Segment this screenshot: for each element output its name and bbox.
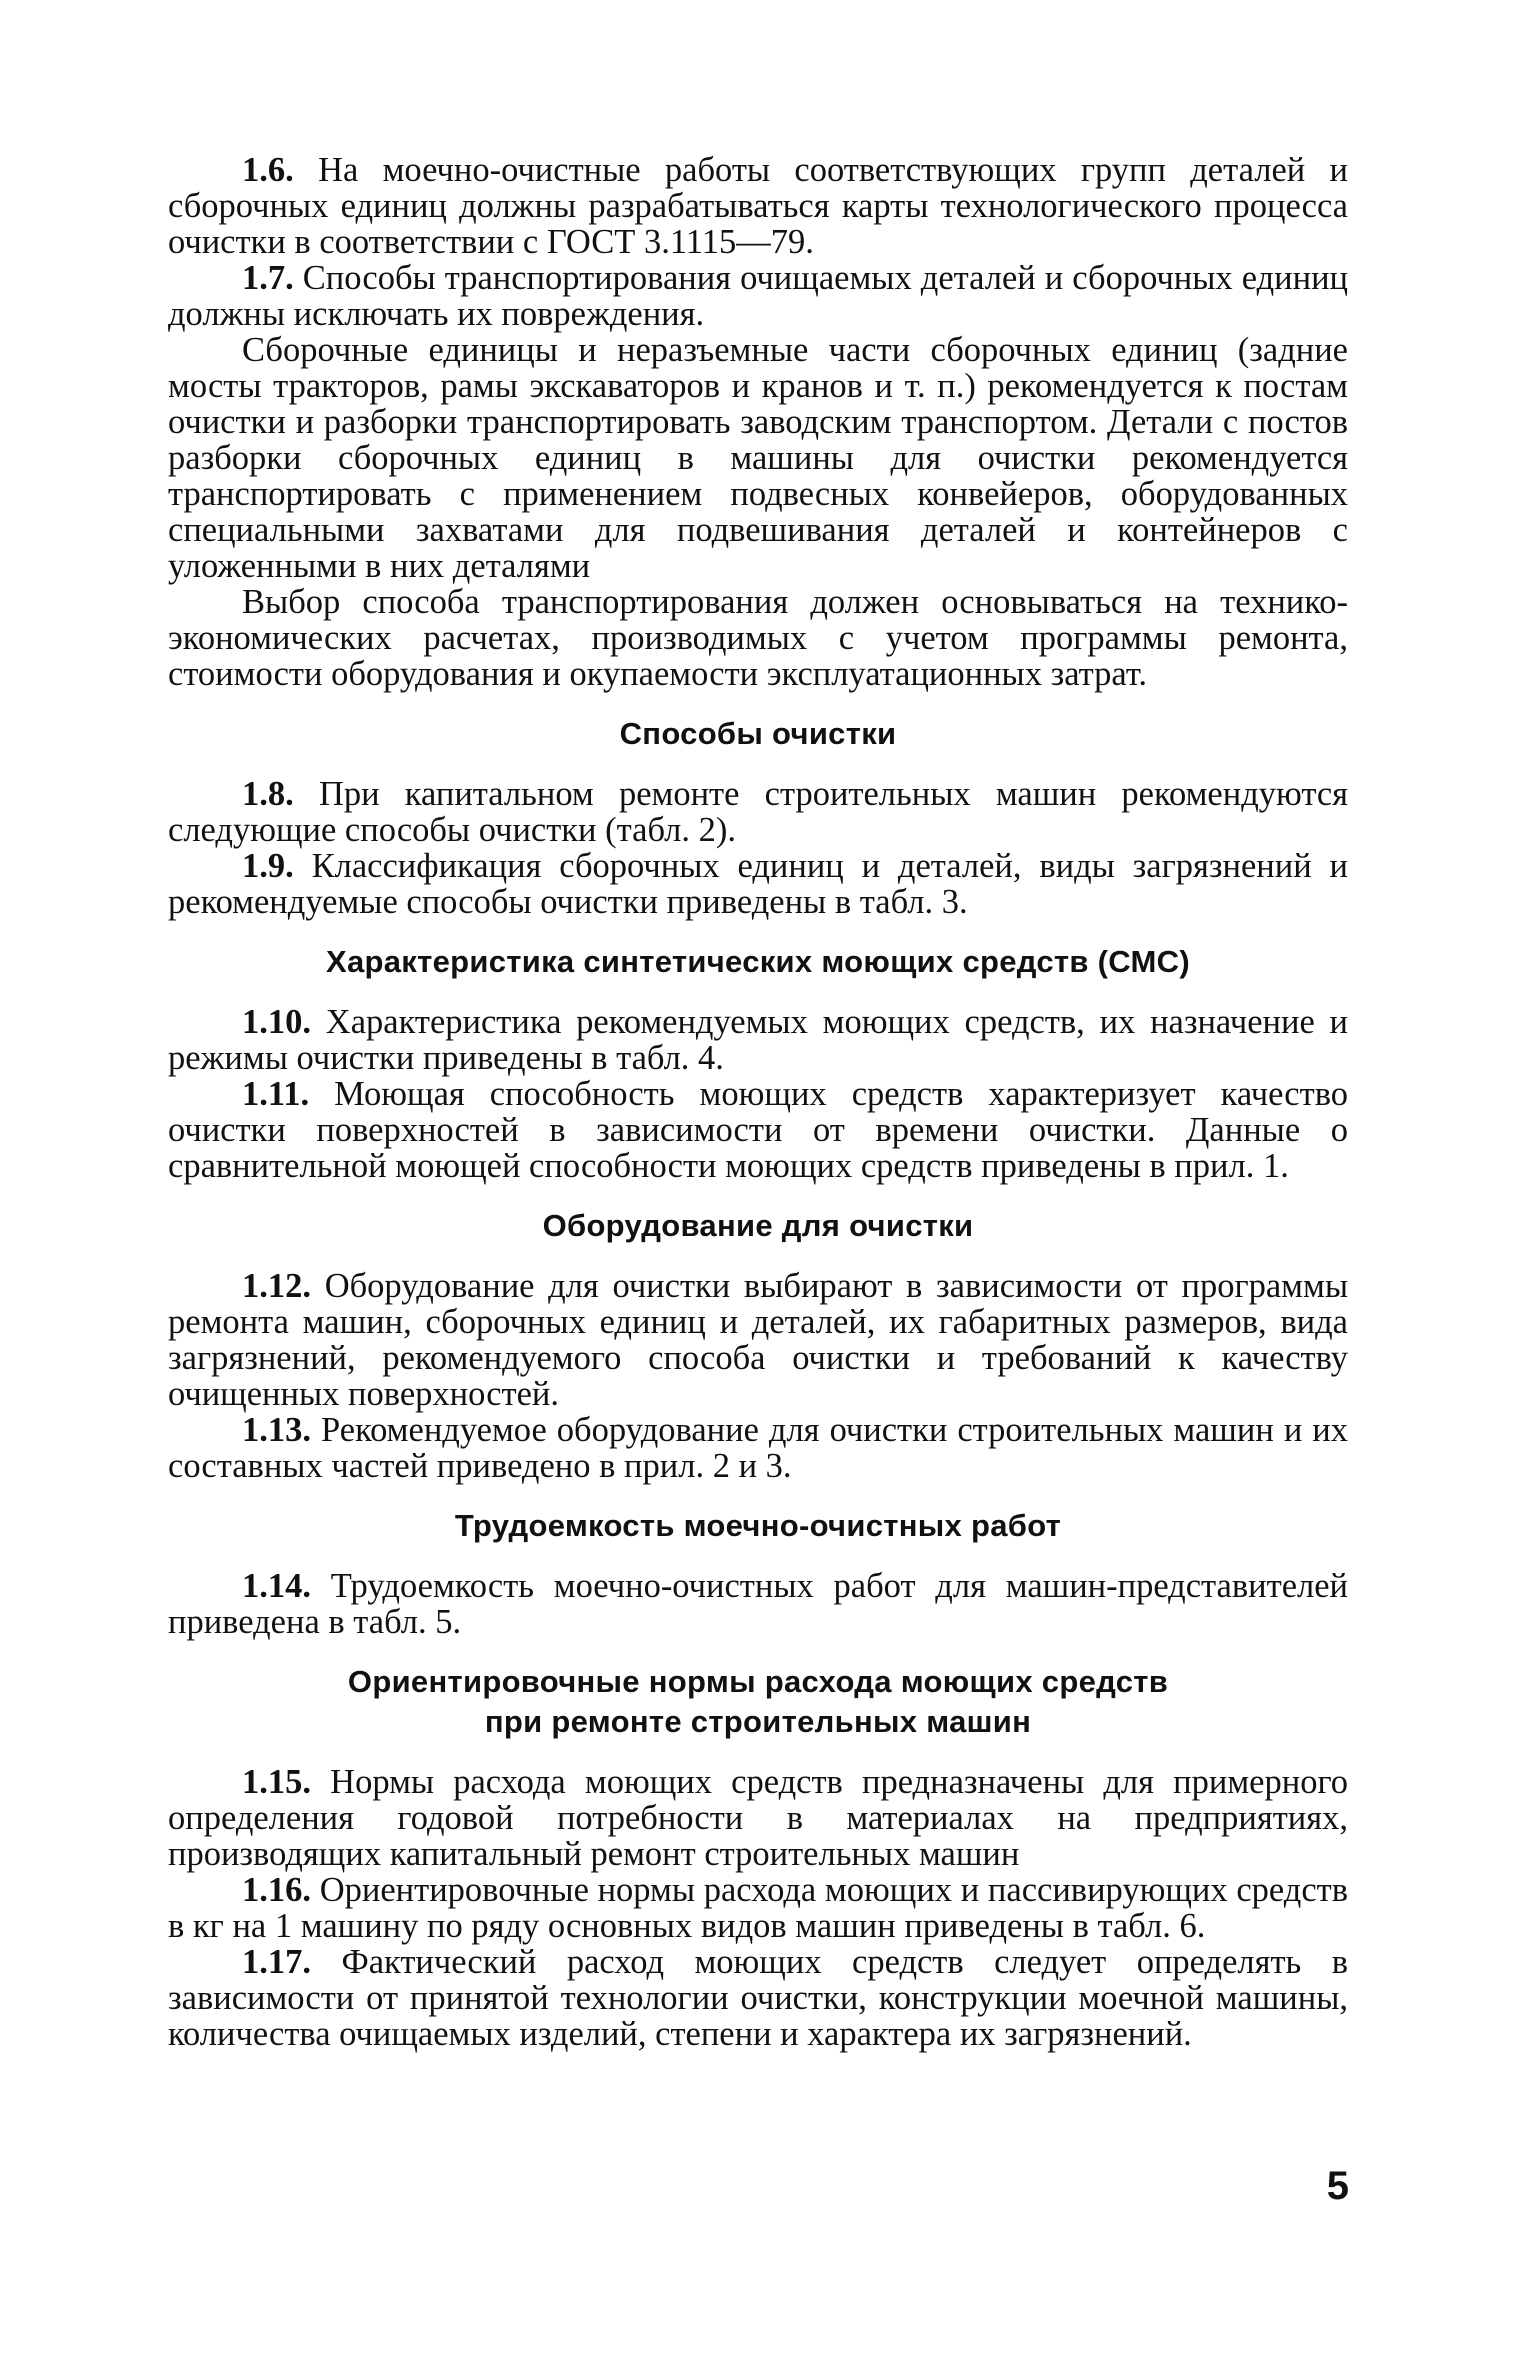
paragraph-1-9 xyxy=(168,848,1348,920)
page-number: 5 xyxy=(1326,2164,1349,2208)
clause-number: 1.8. xyxy=(242,775,294,813)
section-title-equipment: Оборудование для очистки xyxy=(542,1208,974,1243)
section-title-consumption-norms xyxy=(168,1662,1348,1742)
paragraph-text: Рекомендуемое оборудование для очистки строительных машин и их составных частей приведено в прил. 2 и 3. xyxy=(168,1411,1349,1485)
page-body xyxy=(168,152,1348,2052)
paragraph-1-6 xyxy=(168,152,1348,260)
section-title-line: Ориентировочные нормы расхода моющих средств xyxy=(347,1664,1169,1699)
section-title-labor-intensity: Трудоемкость моечно-очистных работ xyxy=(454,1508,1062,1543)
paragraph-1-10 xyxy=(168,1004,1348,1076)
paragraph-1-15 xyxy=(168,1764,1348,1872)
paragraph-text: Сборочные единицы и неразъемные части сборочных единиц (задние мосты тракторов, рамы экскаваторов и кранов и т. п.) рекомендуется к постам очистки и разборки транспортировать заводским транспортом. Детали с постов разборки сборочных единиц в машины для очистки рекомендуется транспортировать с применением подвесных конвейеров, оборудованных специальными захватами для подвешивания деталей и контейнеров с уложенными в них деталями xyxy=(168,331,1348,585)
paragraph-1-13 xyxy=(168,1412,1348,1484)
paragraph-text: Трудоемкость моечно-очистных работ для машин-представителей приведена в табл. 5. xyxy=(168,1567,1348,1641)
clause-number: 1.6. xyxy=(242,151,294,189)
paragraph-1-12 xyxy=(168,1268,1348,1412)
clause-number: 1.9. xyxy=(242,847,294,885)
clause-number: 1.12. xyxy=(242,1267,311,1305)
clause-number: 1.14. xyxy=(242,1567,311,1605)
section-title-detergents: Характеристика синтетических моющих средств (СМС) xyxy=(326,944,1190,979)
paragraph-text: Выбор способа транспортирования должен основываться на технико-экономических расчетах, производимых с учетом программы ремонта, стоимости оборудования и окупаемости эксплуатационных затрат. xyxy=(168,583,1348,693)
paragraph-transport-choice xyxy=(168,584,1348,692)
clause-number: 1.13. xyxy=(242,1411,311,1449)
paragraph-text: При капитальном ремонте строительных машин рекомендуются следующие способы очистки (табл. 2). xyxy=(168,775,1348,849)
paragraph-1-7 xyxy=(168,260,1348,332)
paragraph-text: Способы транспортирования очищаемых деталей и сборочных единиц должны исключать их повреждения. xyxy=(168,259,1348,333)
paragraph-text: Ориентировочные нормы расхода моющих и пассивирующих средств в кг на 1 машину по ряду основных видов машин приведены в табл. 6. xyxy=(168,1871,1349,1945)
clause-number: 1.16. xyxy=(242,1871,311,1909)
clause-number: 1.17. xyxy=(242,1943,311,1981)
paragraph-1-17 xyxy=(168,1944,1348,2052)
paragraph-text: Классификация сборочных единиц и деталей, виды загрязнений и рекомендуемые способы очистки приведены в табл. 3. xyxy=(168,847,1348,921)
paragraph-1-11 xyxy=(168,1076,1348,1184)
paragraph-text: Фактический расход моющих средств следует определять в зависимости от принятой технологии очистки, конструкции моечной машины, количества очищаемых изделий, степени и характера их загрязнений. xyxy=(168,1943,1349,2053)
paragraph-text: Нормы расхода моющих средств предназначены для примерного определения годовой потребности в материалах на предприятиях, производящих капитальный ремонт строительных машин xyxy=(168,1763,1348,1873)
paragraph-text: Характеристика рекомендуемых моющих средств, их назначение и режимы очистки приведены в табл. 4. xyxy=(168,1003,1349,1077)
paragraph-1-8 xyxy=(168,776,1348,848)
paragraph-text: На моечно-очистные работы соответствующих групп деталей и сборочных единиц должны разрабатываться карты технологического процесса очистки в соответствии с ГОСТ 3.1115—79. xyxy=(168,151,1348,261)
clause-number: 1.7. xyxy=(242,259,294,297)
paragraph-text: Моющая способность моющих средств характеризует качество очистки поверхностей в зависимости от времени очистки. Данные о сравнительной моющей способности моющих средств приведены в прил. 1. xyxy=(168,1075,1348,1185)
section-title-cleaning-methods: Способы очистки xyxy=(619,716,897,751)
clause-number: 1.11. xyxy=(242,1075,310,1113)
clause-number: 1.15. xyxy=(242,1763,311,1801)
section-title-line: при ремонте строительных машин xyxy=(484,1704,1032,1739)
paragraph-text: Оборудование для очистки выбирают в зависимости от программы ремонта машин, сборочных единиц и деталей, их габаритных размеров, вида загрязнений, рекомендуемого способа очистки и требований к качеству очищенных поверхностей. xyxy=(168,1267,1349,1413)
paragraph-1-14 xyxy=(168,1568,1348,1640)
clause-number: 1.10. xyxy=(242,1003,311,1041)
paragraph-assembly-units xyxy=(168,332,1348,584)
paragraph-1-16 xyxy=(168,1872,1348,1944)
